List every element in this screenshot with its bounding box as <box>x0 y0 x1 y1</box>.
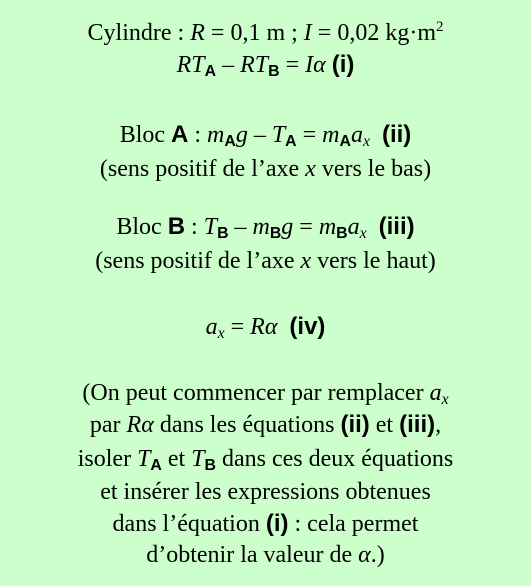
eq-sub: B <box>204 456 216 474</box>
eq-a: a <box>205 314 218 340</box>
eq-sub: A <box>339 132 351 150</box>
note-text: (sens positif de l’axe <box>95 248 301 274</box>
eq-sub-x: x <box>362 132 370 150</box>
eq-T: T <box>137 446 151 472</box>
eq-R: R <box>240 52 255 78</box>
eq-g: g <box>281 214 294 240</box>
eq-sub: A <box>285 132 297 150</box>
inertia-value: 0,02 kg·m <box>337 20 436 46</box>
cylinder-equation: $RT_A - RT_B = I\alpha$ (i) <box>176 51 355 80</box>
explanation-text: dans l’équation <box>112 511 266 537</box>
eq-m: m <box>207 122 225 148</box>
eq-I: I <box>305 52 314 78</box>
explanation-line-1 <box>0 378 531 408</box>
note-text: vers le bas) <box>315 156 432 182</box>
radius-symbol: R <box>190 20 205 46</box>
explanation-text: et insérer les expressions obtenues <box>100 479 431 505</box>
eq-m: m <box>252 214 270 240</box>
eq-a: a <box>347 214 360 240</box>
bloc-name: B <box>167 213 186 240</box>
bloc-b-note <box>0 246 531 276</box>
explanation-text: par <box>89 412 127 438</box>
explanation-text: , <box>435 412 442 438</box>
explanation-text: dans les équations <box>153 412 341 438</box>
inertia-symbol: I <box>303 20 312 46</box>
eq-sub: A <box>204 62 217 80</box>
explanation-line-4 <box>0 477 531 507</box>
eq-alpha: α <box>358 542 371 568</box>
eq-sub: A <box>150 456 162 474</box>
eq-sub-x: x <box>441 390 449 408</box>
note-x: x <box>305 156 316 182</box>
explanation-text: : cela permet <box>288 511 419 537</box>
equation-tag-i: (i) <box>331 51 355 78</box>
inertia-exponent: 2 <box>436 19 444 36</box>
note-text: (sens positif de l’axe <box>99 156 306 182</box>
eq-T: T <box>191 446 205 472</box>
bloc-name: A <box>171 121 189 148</box>
eq-m: m <box>322 122 340 148</box>
eq-sub: A <box>224 132 236 150</box>
cylinder-label: Cylindre <box>87 20 172 46</box>
equation-tag-iv: (iv) <box>289 313 326 340</box>
bloc-b-equation: Bloc B : $T_B - m_Bg = m_Ba_x$ (iii) <box>116 213 415 242</box>
explanation-text: (On peut commencer par remplacer <box>82 380 430 406</box>
equation-ref: (iii) <box>399 411 436 438</box>
eq-sub-x: x <box>359 224 367 242</box>
bloc-label: Bloc <box>119 122 166 148</box>
equation-ref: (ii) <box>340 411 370 438</box>
note-text: vers le haut) <box>311 248 436 274</box>
eq-T: T <box>254 52 269 78</box>
eq-alpha: α <box>264 314 278 340</box>
eq-alpha: α <box>141 412 154 438</box>
eq-R: R <box>250 314 265 340</box>
explanation-text: isoler <box>77 446 138 472</box>
eq-a: a <box>429 380 442 406</box>
explanation-text: et <box>161 446 192 472</box>
explanation-text: .) <box>370 542 385 568</box>
explanation-line-5 <box>0 509 531 539</box>
eq-sub-x: x <box>217 324 225 342</box>
eq-sub: B <box>336 224 348 242</box>
eq-sub: B <box>269 224 282 242</box>
eq-T: T <box>203 214 218 240</box>
equation-tag-iii: (iii) <box>378 213 415 240</box>
cylinder-givens: Cylindre : R = 0,1 m ; I = 0,02 $kg\cdot m^2$ <box>87 19 444 46</box>
equation-tag-ii: (ii) <box>381 121 412 148</box>
explanation-line-3 <box>0 444 531 474</box>
bloc-a-equation: Bloc A : $m_Ag - T_A = m_Aa_x$ (ii) <box>119 121 412 150</box>
explanation-text: et <box>369 412 400 438</box>
eq-alpha: α <box>313 52 326 78</box>
eq-T: T <box>271 122 286 148</box>
eq-R: R <box>176 52 192 78</box>
eq-R: R <box>126 412 142 438</box>
explanation-text: d’obtenir la valeur de <box>146 542 359 568</box>
equation-ref: (i) <box>265 510 289 537</box>
eq-sub: B <box>217 224 229 242</box>
eq-sub: B <box>268 62 280 80</box>
eq-m: m <box>318 214 337 240</box>
eq-g: g <box>235 122 248 148</box>
note-x: x <box>300 248 312 274</box>
radius-value: 0,1 m <box>230 20 286 46</box>
eq-a: a <box>350 122 363 148</box>
bloc-a-note <box>0 154 531 184</box>
eq-T: T <box>191 52 205 78</box>
bloc-label: Bloc <box>116 214 162 240</box>
explanation-line-6 <box>0 540 531 570</box>
explanation-line-2 <box>0 410 531 440</box>
kinematic-relation: $a_x = R\alpha$ (iv) <box>205 313 326 342</box>
explanation-text: dans ces deux équations <box>215 446 454 472</box>
